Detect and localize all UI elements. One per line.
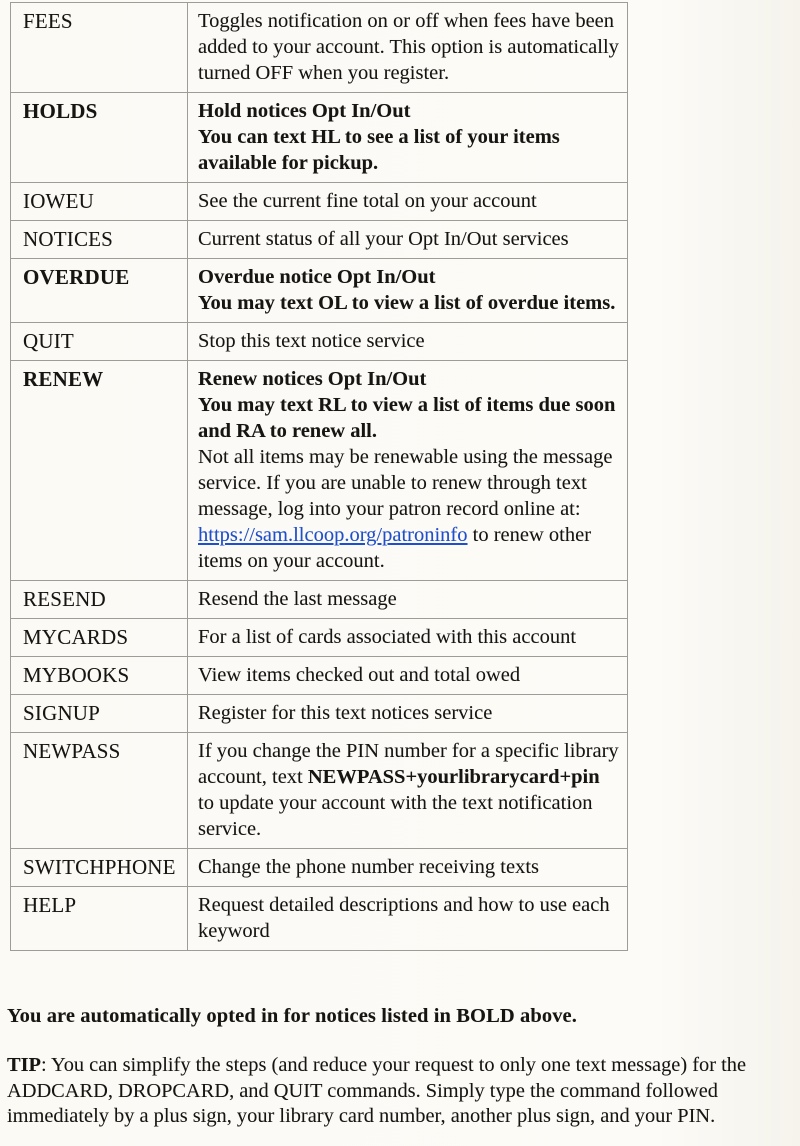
table-row [11, 695, 628, 733]
description-paragraph [198, 624, 619, 650]
description-bold-text: You may text OL to view a list of overdue items. [198, 292, 616, 314]
description-paragraph [198, 854, 619, 880]
description-text: Resend the last message [198, 588, 397, 610]
description-text: Register for this text notices service [198, 702, 493, 724]
keyword-table [10, 2, 628, 951]
tip-text: : You can simplify the steps (and reduce your request to only one text message) for the ADDCARD, DROPCARD, and QUIT commands. Simply type the command followed immediately by a plus sign, your library card number, another plus sign, and your PIN. [7, 1054, 747, 1127]
table-row [11, 619, 628, 657]
keyword-cell: SIGNUP [11, 695, 188, 733]
table-row [11, 259, 628, 323]
table-row [11, 657, 628, 695]
keyword-cell: NEWPASS [11, 733, 188, 849]
table-row [11, 221, 628, 259]
keyword-cell: HELP [11, 887, 188, 951]
description-paragraph [198, 662, 619, 688]
table-row [11, 361, 628, 581]
description-paragraph [198, 8, 619, 86]
description-paragraph [198, 226, 619, 252]
description-bold-text: Hold notices Opt In/Out [198, 100, 411, 122]
description-cell [188, 849, 628, 887]
description-paragraph [198, 738, 619, 842]
keyword-table-body [11, 3, 628, 951]
description-text: Request detailed descriptions and how to use each keyword [198, 894, 610, 942]
description-cell [188, 581, 628, 619]
description-text: View items checked out and total owed [198, 664, 521, 686]
description-paragraph [198, 586, 619, 612]
keyword-cell: SWITCHPHONE [11, 849, 188, 887]
description-bold-text: Overdue notice Opt In/Out [198, 266, 436, 288]
description-cell [188, 619, 628, 657]
description-paragraph [198, 366, 619, 392]
description-paragraph [198, 98, 619, 124]
description-cell [188, 657, 628, 695]
description-text: to update your account with the text notification service. [198, 792, 593, 840]
table-row [11, 849, 628, 887]
description-cell [188, 93, 628, 183]
description-text: If you change the PIN number for a specific library account, text [198, 740, 619, 788]
keyword-cell: MYCARDS [11, 619, 188, 657]
description-cell [188, 221, 628, 259]
description-cell [188, 323, 628, 361]
keyword-cell: RENEW [11, 361, 188, 581]
keyword-cell: NOTICES [11, 221, 188, 259]
table-row [11, 887, 628, 951]
description-cell [188, 887, 628, 951]
opt-in-note: You are automatically opted in for notices listed in BOLD above. [7, 1005, 577, 1027]
keyword-cell: QUIT [11, 323, 188, 361]
description-text: Not all items may be renewable using the message service. If you are unable to renew through text message, log into your patron record online at: [198, 446, 613, 520]
table-row [11, 93, 628, 183]
tip-paragraph [7, 1053, 797, 1130]
description-cell [188, 361, 628, 581]
patron-info-link[interactable]: https://sam.llcoop.org/patroninfo [198, 524, 468, 546]
keyword-cell: MYBOOKS [11, 657, 188, 695]
description-cell [188, 695, 628, 733]
description-paragraph [198, 444, 619, 574]
tip-label: TIP [7, 1054, 41, 1076]
description-bold-text: You may text RL to view a list of items due soon and RA to renew all. [198, 394, 616, 442]
description-bold-text: NEWPASS+yourlibrarycard+pin [307, 766, 600, 788]
keyword-cell: IOWEU [11, 183, 188, 221]
description-text: Stop this text notice service [198, 330, 425, 352]
keyword-cell: RESEND [11, 581, 188, 619]
description-paragraph [198, 264, 619, 290]
description-paragraph [198, 124, 619, 176]
table-row [11, 581, 628, 619]
table-row [11, 323, 628, 361]
description-paragraph [198, 700, 619, 726]
description-cell [188, 733, 628, 849]
description-text: For a list of cards associated with this account [198, 626, 577, 648]
description-bold-text: You can text HL to see a list of your items available for pickup. [198, 126, 560, 174]
table-row [11, 183, 628, 221]
keyword-cell: FEES [11, 3, 188, 93]
description-paragraph [198, 392, 619, 444]
keyword-cell: HOLDS [11, 93, 188, 183]
description-text: See the current fine total on your account [198, 190, 537, 212]
description-paragraph [198, 328, 619, 354]
table-row [11, 733, 628, 849]
description-text: to renew other items on your account. [198, 524, 592, 572]
description-cell [188, 3, 628, 93]
description-text: Toggles notification on or off when fees have been added to your account. This option is automatically turned OFF when you register. [198, 10, 619, 84]
keyword-cell: OVERDUE [11, 259, 188, 323]
description-paragraph [198, 188, 619, 214]
description-text: Change the phone number receiving texts [198, 856, 539, 878]
description-paragraph [198, 290, 619, 316]
description-bold-text: Renew notices Opt In/Out [198, 368, 427, 390]
description-cell [188, 259, 628, 323]
description-paragraph [198, 892, 619, 944]
description-text: Current status of all your Opt In/Out services [198, 228, 569, 250]
table-row [11, 3, 628, 93]
description-cell [188, 183, 628, 221]
